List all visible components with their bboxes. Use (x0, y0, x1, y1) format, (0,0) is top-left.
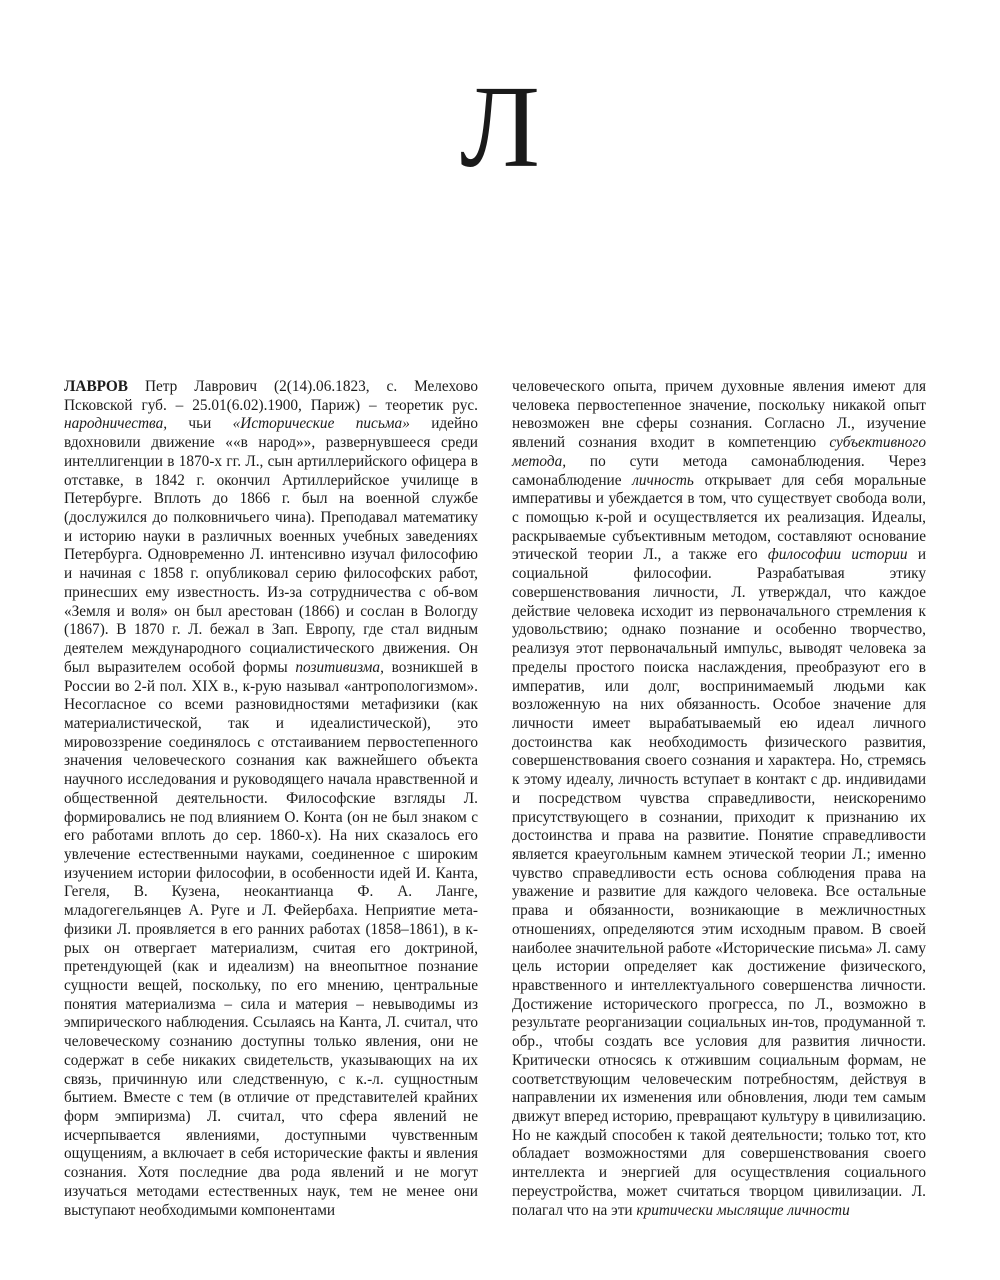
text-run: и социальной философии. Разрабатывая этику совершенствования личности, Л. утверждал, что каждое действие человека исходит из первоначального стремления к удовольствию; однако познание и особенно творчество, реализуя этот первоначальный импульс, выводят человека за пределы простого поиска наслаждения, преобразуют его в императив, или долг, воспринимаемый людьми как возложенную на них обязанность. Особое значение для личности имеет вырабатываемый ею идеал личного достоинства как необходимость физического развития, совершенствования своего сознания и характера. Но, стремясь к этому идеалу, личность вступает в контакт с др. индивидами и посредством чувства справедливости, неискоренимо присутствующего в сознании, приходит к признанию их достоинства и права на развитие. Понятие справедливости является краеугольным камнем этической теории Л.; именно чувство справедливости есть основа соблюдения права на уважение и развитие для каждого человека. Все остальные права и обязанности, возникающие в межличностных отношениях, определяются этим исходным правом. В своей наиболее значительной работе «Исторические письма» Л. саму цель истории определяет как достижение физического, нравственного и интеллектуального совершенства личности. Достижение исторического прогресса, по Л., возможно в результате реорганизации социальных ин-тов, продуманной т. обр., чтобы создать все условия для развития личности. Критически относясь к отжившим социальным формам, не соответствующим человеческим потребностям, действуя в направлении их изменения или обновления, люди тем самым движут вперед историю, превращают культуру в цивилизацию. Но не каждый способен к такой деятельности; только тот, кто обладает возможностями для совершенствования своего интеллекта и энергией для осуществления социального переустройства, может считаться творцом цивилизации. Л. полагал что на эти (512, 546, 926, 1219)
text-run: чьи (167, 415, 233, 433)
text-run: идейно вдохновили движение ««в народ»», развернувшееся среди интеллигенции в 1870-х гг. Л., сын артиллерийского офицера в отставке, в 1842 г. окончил Артиллерийское училище в Петербурге. Вплоть до 1866 г. был на военной службе (дослужился до полковничьего чина). Преподавал математику и историю науки в различных военных учебных заведениях Петербурга. Одновременно Л. интенсивно изучал философию и начиная с 1858 г. опубликовал серию философских работ, принесших ему известность. Из-за сотрудничества с об-вом «Земля и воля» он был арестован (1866) и сослан в Вологду (1867). В 1870 г. Л. бежал в Зап. Европу, где стал видным деятелем международного социалистического движения. Он был выразителем особой формы (64, 415, 478, 676)
text-run: открывает для себя моральные императивы и убеждается в том, что существует свобода воли, с помощью к-рой и осуществляется их реализация. Идеалы, раскрываемые субъективным методом, составляют основание этической теории Л., а также его (512, 471, 926, 564)
italic-term: философии истории (767, 546, 908, 564)
text-run: по сути метода самонаблюдения. Через самонаблюдение (512, 452, 926, 489)
text-run: Петр Лаврович (2(14).06.1823, с. Мелехово Псковской губ. – 25.01(6.02).1900, Париж) – теоретик рус. (64, 378, 478, 414)
section-letter: Л (459, 61, 541, 192)
italic-term: личность (632, 471, 694, 489)
article-paragraph-right (512, 378, 926, 1220)
headword: ЛАВРОВ (64, 378, 129, 395)
article-column-right (512, 378, 926, 1220)
italic-term: субъективного метода, (512, 434, 926, 470)
article-column-left (64, 378, 478, 1220)
italic-term: народничества, (64, 415, 168, 433)
article-paragraph-left (64, 378, 478, 1220)
right-column-runs (512, 378, 926, 1219)
text-run: возникшей в России во 2-й пол. XIX в., к-рую называл «антропологизмом». Несогласное со всеми разновидностями метафизики (как материалистической, так и идеалистической), это мировоззрение соединялось с отстаиванием первостепенного значения человеческого сознания как важнейшего объекта научного исследования и руководящего начала нравственной и общественной деятельности. Философские взгляды Л. формировались не под влиянием О. Конта (он не был знаком с его работами вплоть до сер. 1860-х). На них сказалось его увлечение естественными науками, соединенное с широким изучением истории философии, в особенности идей И. Канта, Гегеля, В. Кузена, неокантианца Ф. А. Ланге, младогегельянцев А. Руге и Л. Фейербаха. Неприятие метафизики Л. проявляется в его ранних работах (1858–1861), в к-рых он отвергает материализм, считая его доктриной, претендующей (как и идеализм) на внеопытное познание сущности вещей, поскольку, по его мнению, центральные понятия материализма – сила и материя – невыводимы из эмпирического наблюдения. Ссылаясь на Канта, Л. считал, что человеческому сознанию доступны только явления, они не содержат в себе никаких свидетельств, указывающих на их связь, причинную или следственную, с к.-л. сущностным бытием. Вместе с тем (в отличие от представителей крайних форм эмпиризма) Л. считал, что сфера явлений не исчерпывается явлениями, доступными чувственным ощущениям, а включает в себя исторические факты и явления сознания. Хотя последние два рода явлений и не могут изучаться методами естественных наук, тем не менее они выступают необходимыми компонентами (64, 658, 478, 1219)
italic-term: критически мыслящие личности (636, 1201, 850, 1219)
text-run: человеческого опыта, причем духовные явления имеют для человека первостепенное значение, поскольку никакой опыт невозможен вне сферы сознания. Согласно Л., изучение явлений сознания входит в компетенцию (512, 378, 926, 452)
italic-term: «Исторические письма» (232, 415, 410, 433)
left-column-runs (64, 378, 478, 1219)
italic-term: позитивизма, (295, 658, 384, 676)
